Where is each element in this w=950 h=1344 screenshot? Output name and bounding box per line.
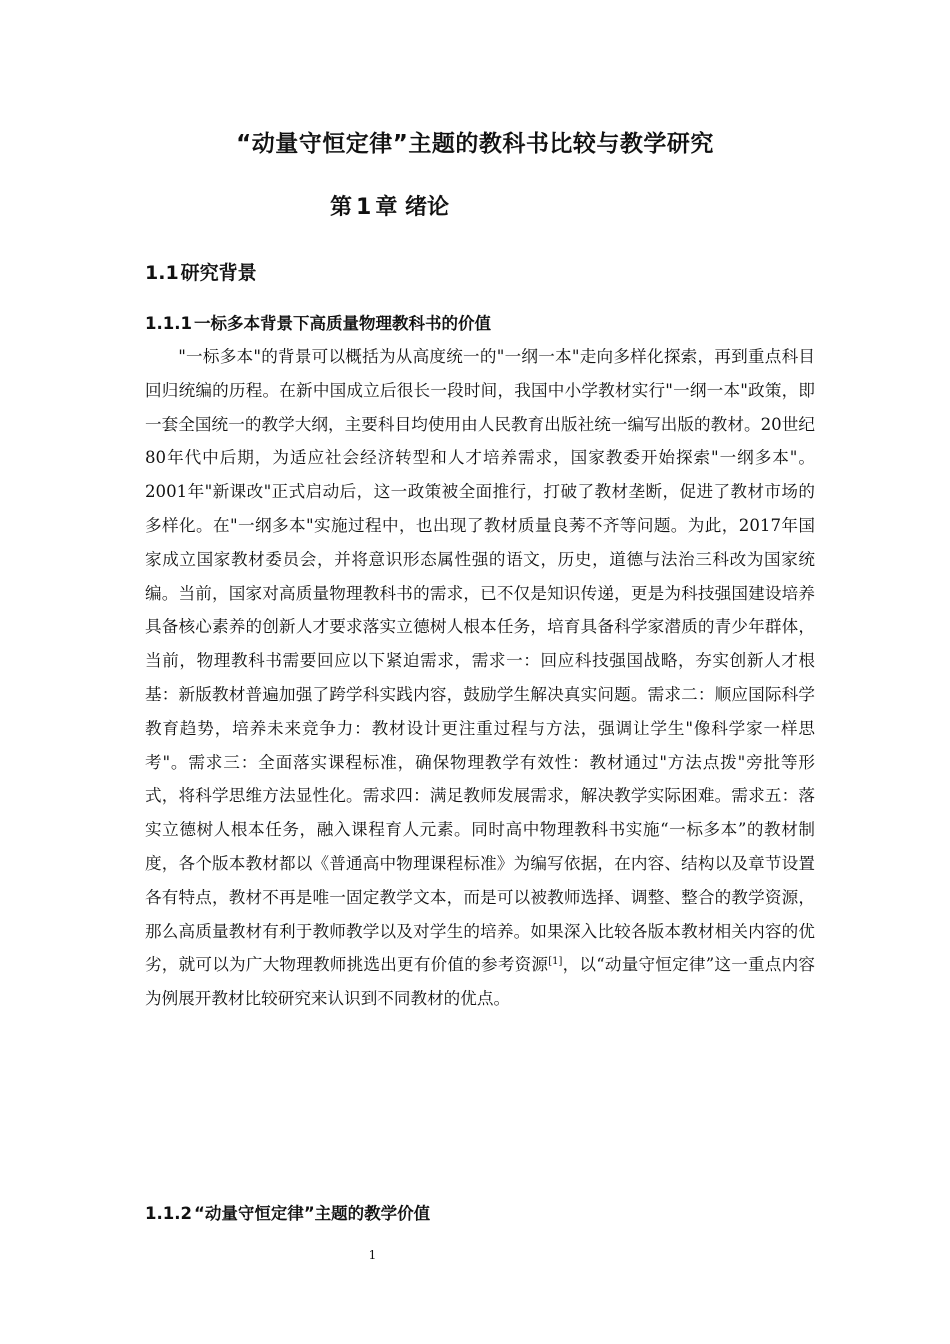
chapter-name: 绪论 — [405, 195, 450, 220]
subsection-heading — [145, 310, 491, 334]
chapter-label: 第 — [330, 195, 353, 220]
paragraph-text: "一标多本"的背景可以概括为从高度统一的"一纲一本"走向多样化探索，再到重点科目回归统编的历程。在新中国成立后很长一段时间，我国中小学教材实行"一纲一本"政策，即一套全国统一的教学大纲，主要科目均使用由人民教育出版社统一编写出版的教材。20世纪80年代中后期，为适应社会经济转型和人才培养需求，国家教委开始探索"一纲多本"。2001年"新课改"正式启动后，这一政策被全面推行，打破了教材垄断，促进了教材市场的多样化。在"一纲多本"实施过程中，也出现了教材质量良莠不齐等问题。为此，2017年国家成立国家教材委员会，并将意识形态属性强的语文，历史，道德与法治三科改为国家统编。当前，国家对高质量物理教科书的需求，已不仅是知识传递，更是为科技强国建设培养具备核心素养的创新人才要求落实立德树人根本任务，培育具备科学家潜质的青少年群体，当前，物理教科书需要回应以下紧迫需求，需求一：回应科技强国战略，夯实创新人才根基：新版教材普遍加强了跨学科实践内容，鼓励学生解决真实问题。需求二：顺应国际科学教育趋势，培养未来竞争力：教材设计更注重过程与方法，强调让学生"像科学家一样思考"。需求三：全面落实课程标准，确保物理教学有效性：教材通过"方法点拨"旁批等形式，将科学思维方法显性化。需求四：满足教师发展需求，解决教学实际困难。需求五：落实立德树人根本任务，融入课程育人元素。同时高中物理教科书实施“一标多本”的教材制度，各个版本教材都以《普通高中物理课程标准》为编写依据，在内容、结构以及章节设置各有特点，教材不再是唯一固定教学文本，而是可以被教师选择、调整、整合的教学资源，那么高质量教材有利于教师教学以及对学生的培养。如果深入比较各版本教材相关内容的优劣，就可以为广大物理教师挑选出更有价值的参考资源 — [145, 347, 815, 975]
chapter-number: 1 — [356, 195, 372, 220]
section-number: 1.1 — [145, 262, 179, 284]
citation-reference[interactable]: [1] — [548, 956, 563, 968]
subsection-heading — [145, 1200, 430, 1224]
subsection-title: 一标多本背景下高质量物理教科书的价值 — [193, 314, 491, 333]
section-heading — [145, 258, 257, 285]
chapter-suffix: 章 — [375, 195, 398, 220]
subsection-title: “动量守恒定律”主题的教学价值 — [193, 1204, 431, 1223]
chapter-heading — [330, 190, 449, 221]
subsection-number: 1.1.1 — [145, 314, 192, 333]
section-title: 研究背景 — [180, 262, 257, 284]
paragraph-text-continued: ，以“动量守恒定律”这一重点内容为例展开教材比较研究来认识到不同教材的优点。 — [145, 955, 816, 1009]
subsection-number: 1.1.2 — [145, 1204, 192, 1223]
page-number: 1 — [368, 1248, 377, 1262]
document-title: “动量守恒定律”主题的教科书比较与教学研究 — [236, 131, 714, 157]
body-paragraph — [145, 340, 815, 1016]
